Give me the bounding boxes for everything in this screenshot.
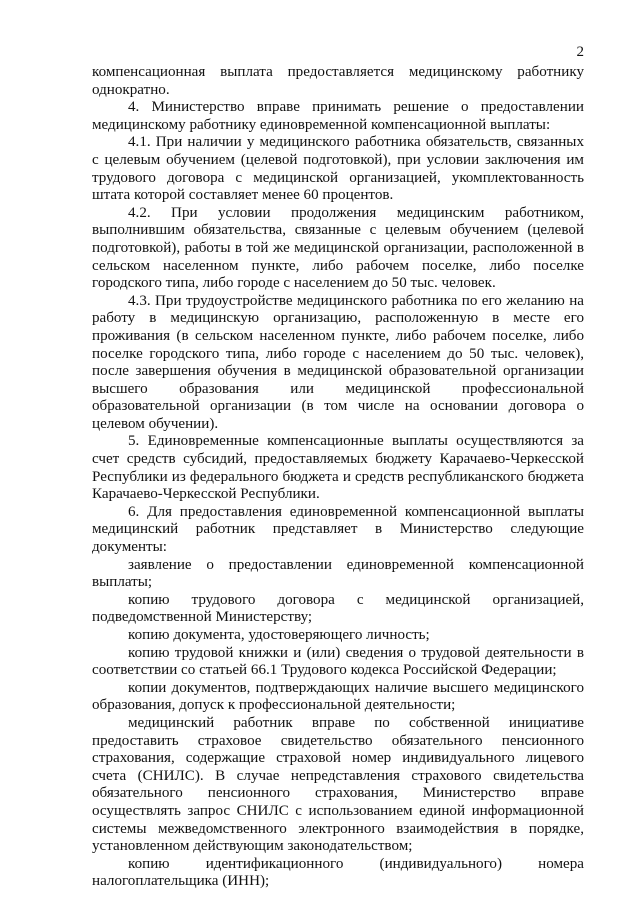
paragraph-item-4-1: 4.1. При наличии у медицинского работника обязательств, связанных с целевым обучением (целевой подготовкой), при условии заключения им трудового договора с медицинской организацией, укомплектованность штата которой составляет менее 60 процентов. [92, 134, 584, 204]
list-item-employment-record: копию трудовой книжки и (или) сведения о трудовой деятельности в соответствии со статьей 66.1 Трудового кодекса Российской Федерации; [92, 644, 584, 679]
paragraph-item-4: 4. Министерство вправе принимать решение о предоставлении медицинскому работнику единовременной компенсационной выплаты: [92, 99, 584, 133]
list-item-application: заявление о предоставлении единовременной компенсационной выплаты; [92, 556, 584, 591]
list-item-employment-contract: копию трудового договора с медицинской организацией, подведомственной Министерству; [92, 591, 584, 626]
list-item-snils: медицинский работник вправе по собственной инициативе предоставить страховое свидетельство обязательного пенсионного страхования, содержащие страховой номер индивидуального лицевого счета (СНИЛС). В случае непредставления страхового свидетельства обязательного пенсионного страхования, Министерство вправе осуществлять запрос СНИЛС с использованием единой информационной системы межведомственного электронного взаимодействия в порядке, установленном действующим законодательством; [92, 714, 584, 855]
list-item-inn: копию идентификационного (индивидуального) номера налогоплательщика (ИНН); [92, 855, 584, 890]
paragraph-item-4-2: 4.2. При условии продолжения медицинским работником, выполнившим обязательства, связанные с целевым обучением (целевой подготовкой), работы в той же медицинской организации, расположенной в сельском населенном пункте, либо рабочем поселке, либо поселке городского типа, либо городе с населением до 50 тыс. человек. [92, 204, 584, 292]
list-item-education-documents: копии документов, подтверждающих наличие высшего медицинского образования, допуск к профессиональной деятельности; [92, 679, 584, 714]
paragraph-item-5: 5. Единовременные компенсационные выплаты осуществляются за счет средств субсидий, предоставляемых бюджету Карачаево-Черкесской Республики из федерального бюджета и средств республиканского бюджета Карачаево-Черкесской Республики. [92, 433, 584, 503]
list-item-identity-document: копию документа, удостоверяющего личность; [128, 627, 430, 643]
document-body [92, 64, 584, 891]
paragraph-item-6: 6. Для предоставления единовременной компенсационной выплаты медицинский работник представляет в Министерство следующие документы: [92, 503, 584, 556]
page-number: 2 [576, 44, 584, 60]
paragraph-continuation: компенсационная выплата предоставляется медицинскому работнику однократно. [92, 64, 584, 98]
paragraph-item-4-3: 4.3. При трудоустройстве медицинского работника по его желанию на работу в медицинскую организацию, расположенную в месте его проживания (в сельском населенном пункте, либо рабочем поселке, либо поселке городского типа, либо городе с населением до 50 тыс. человек), после завершения обучения в медицинской образовательной организации высшего образования или медицинской профессиональной образовательной организации (в том числе на основании договора о целевом обучении). [92, 292, 584, 432]
